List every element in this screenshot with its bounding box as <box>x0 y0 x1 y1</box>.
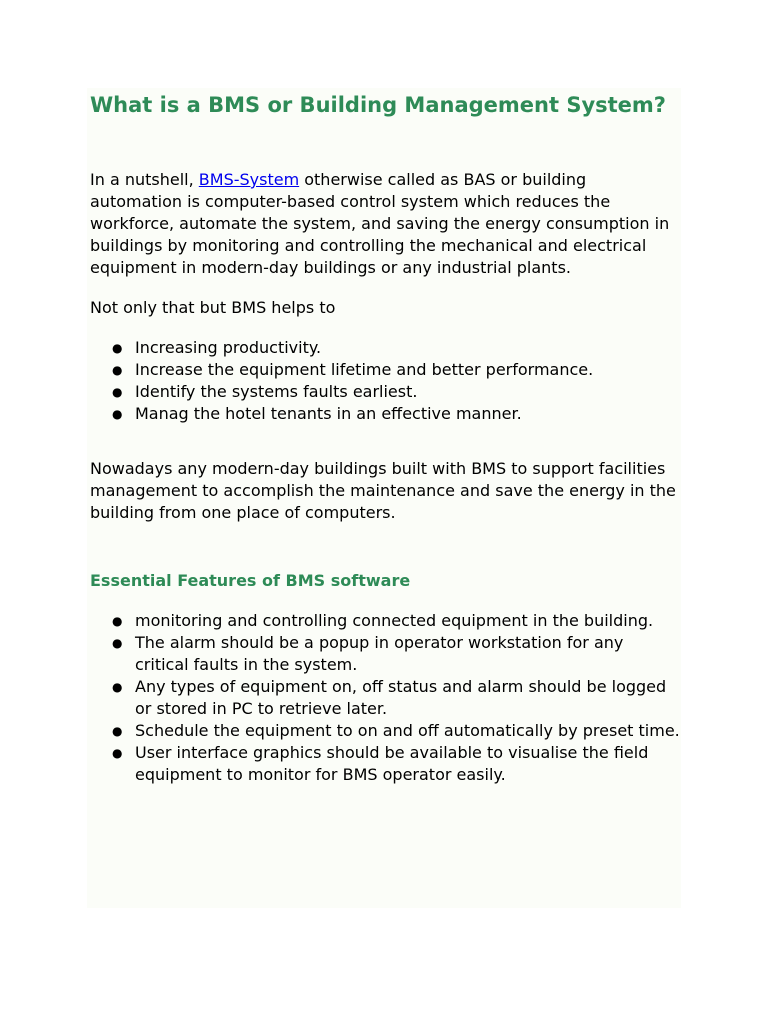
intro-text-end: otherwise called as BAS or building automation is computer-based control system which reduces the workforce, automate the system, and saving the energy consumption in buildings by monitoring and controlling the mechanical and electrical equipment in modern-day buildings or any industrial plants. <box>90 170 670 277</box>
features-heading: Essential Features of BMS software <box>90 571 411 590</box>
nowadays-paragraph: Nowadays any modern-day buildings built with BMS to support facilities management to accomplish the maintenance and save the energy in the building from one place of computers. <box>90 459 676 522</box>
article <box>90 90 680 786</box>
list-item-text: monitoring and controlling connected equipment in the building. <box>135 611 654 630</box>
list-item <box>90 610 680 632</box>
list-item-text: User interface graphics should be available to visualise the field equipment to monitor for BMS operator easily. <box>135 743 649 784</box>
list-item-text: Increasing productivity. <box>135 338 322 357</box>
list-item-text: Schedule the equipment to on and off automatically by preset time. <box>135 721 680 740</box>
bullet-icon: ● <box>112 407 123 421</box>
page-title: What is a BMS or Building Management System? <box>90 93 666 117</box>
list-item <box>90 742 680 786</box>
list-item <box>90 720 680 742</box>
list-item-text: Identify the systems faults earliest. <box>135 382 418 401</box>
intro-paragraph <box>90 169 680 279</box>
bullet-icon: ● <box>112 636 123 650</box>
list-item-text: Any types of equipment on, off status and alarm should be logged or stored in PC to retrieve later. <box>135 677 667 718</box>
list-item <box>90 403 680 425</box>
list-item <box>90 337 680 359</box>
bullet-icon: ● <box>112 363 123 377</box>
list-item <box>90 359 680 381</box>
list-item-text: The alarm should be a popup in operator workstation for any critical faults in the system. <box>135 633 624 674</box>
list-item <box>90 676 680 720</box>
features-list <box>90 610 680 786</box>
list-item <box>90 632 680 676</box>
bullet-icon: ● <box>112 614 123 628</box>
bullet-icon: ● <box>112 724 123 738</box>
intro-text-start: In a nutshell, <box>90 170 199 189</box>
bms-system-link[interactable]: BMS-System <box>198 170 300 189</box>
bullet-icon: ● <box>112 746 123 760</box>
list-item <box>90 381 680 403</box>
bullet-icon: ● <box>112 680 123 694</box>
benefits-list <box>90 337 680 425</box>
list-item-text: Manag the hotel tenants in an effective manner. <box>135 404 522 423</box>
bullet-icon: ● <box>112 341 123 355</box>
not-only-paragraph: Not only that but BMS helps to <box>90 298 336 317</box>
list-item-text: Increase the equipment lifetime and better performance. <box>135 360 594 379</box>
bullet-icon: ● <box>112 385 123 399</box>
